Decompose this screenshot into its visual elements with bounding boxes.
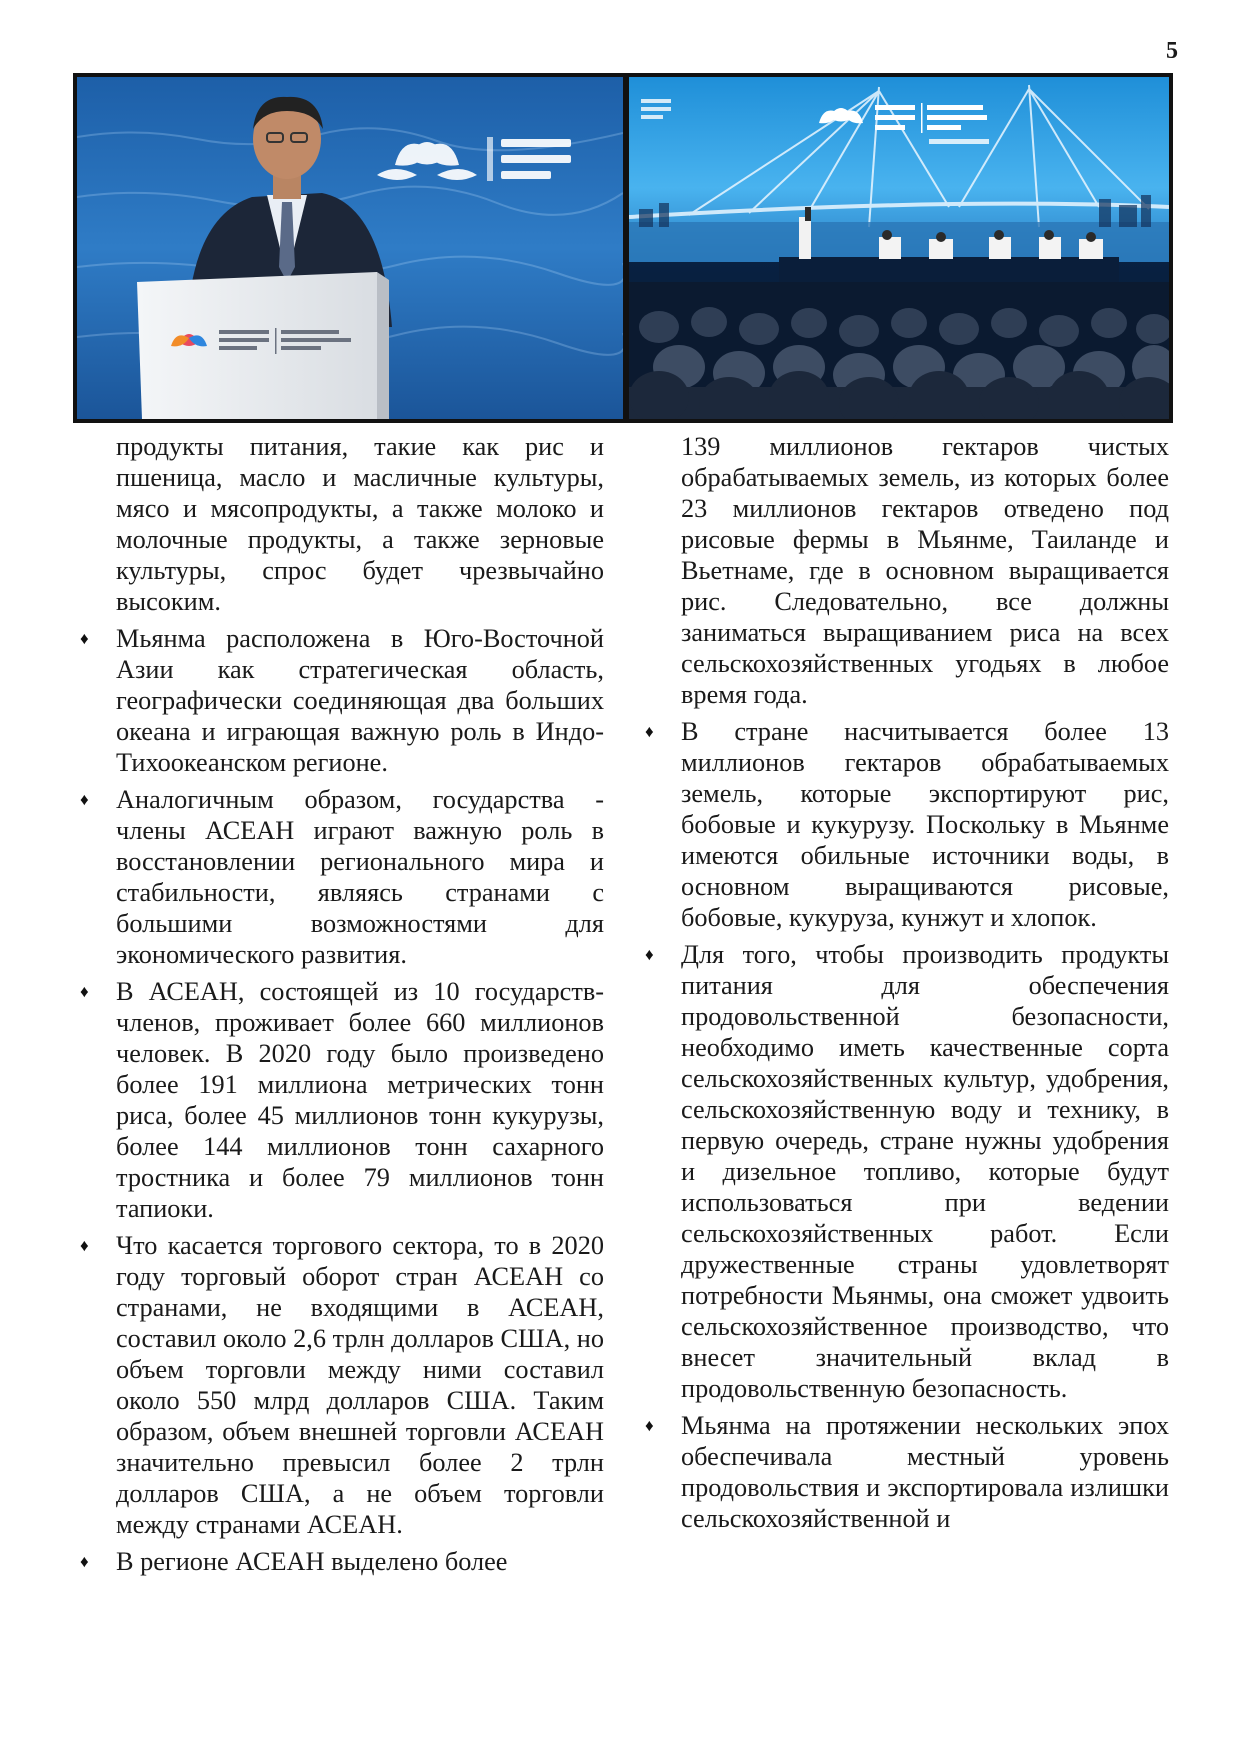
left-bullet-text: Что касается торгового сектора, то в 2020 году торговый оборот стран АСЕАН со странами, не входящими в АСЕАН, составил около 2,6 трлн долларов США, но объем торговли между ними составил около 550 млрд долларов США. Таким образом, объем внешней торговли АСЕАН значительно превысил более 2 трлн долларов США, а не объем торговли между странами АСЕАН. [116, 1231, 604, 1539]
diamond-bullet-icon: ♦ [645, 722, 654, 741]
diamond-bullet-icon: ♦ [80, 982, 89, 1001]
left-bullet-text: Мьянма расположена в Юго-Восточной Азии как стратегическая область, географически соединяющая два больших океана и играющая важную роль в Индо-Тихоокеанском регионе. [116, 624, 604, 777]
left-bullet-item [72, 784, 604, 970]
diamond-bullet-icon: ♦ [645, 945, 654, 964]
conference-hall-image [629, 77, 1169, 419]
left-continuation-paragraph: продукты питания, такие как рис и пшеница, масло и масличные культуры, мясо и мясопродукты, а также молоко и молочные продукты, а также зерновые культуры, спрос будет чрезвычайно высоким. [116, 432, 604, 616]
diamond-bullet-icon: ♦ [80, 629, 89, 648]
left-bullet-item [72, 976, 604, 1224]
diamond-bullet-icon: ♦ [80, 1552, 89, 1571]
conference-hall-photo [629, 77, 1169, 419]
left-bullet-text: В АСЕАН, состоящей из 10 государств-членов, проживает более 660 миллионов человек. В 2020 году было произведено более 191 миллиона метрических тонн риса, более 45 миллионов тонн кукурузы, более 144 миллионов тонн сахарного тростника и более 79 миллионов тонн тапиоки. [116, 977, 604, 1223]
left-bullet-item [72, 1546, 604, 1577]
right-bullet-item [637, 1410, 1169, 1534]
right-bullet-item [637, 716, 1169, 933]
speaker-photo-image [77, 77, 623, 419]
right-continuation-paragraph: 139 миллионов гектаров чистых обрабатываемых земель, из которых более 23 миллионов гектаров отведено под рисовые фермы в Мьянме, Таиланде и Вьетнаме, где в основном выращивается рис. Следовательно, все должны заниматься выращиванием риса на всех сельскохозяйственных угодьях в любое время года. [681, 432, 1169, 709]
left-bullet-text: Аналогичным образом, государства - члены АСЕАН играют важную роль в восстановлении регионального мира и стабильности, являясь странами с большими возможностями для экономического развития. [116, 785, 604, 969]
photo-strip [73, 73, 1173, 423]
audience [629, 282, 1169, 419]
diamond-bullet-icon: ♦ [80, 790, 89, 809]
left-text-column [72, 431, 604, 1583]
left-bullet-item [72, 1230, 604, 1540]
right-bullet-text: Для того, чтобы производить продукты питания для обеспечения продовольственной безопасности, необходимо иметь качественные сорта сельскохозяйственных культур, удобрения, сельскохозяйственную воду и технику, в первую очередь, стране нужны удобрения и дизельное топливо, которые будут использоваться при ведении сельскохозяйственных работ. Если дружественные страны удовлетворят потребности Мьянмы, она сможет удвоить сельскохозяйственное производство, что внесет значительный вклад в продовольственную безопасность. [681, 940, 1169, 1403]
left-bullet-item [72, 623, 604, 778]
speaker-photo [77, 77, 623, 419]
right-bullet-text: В стране насчитывается более 13 миллионов гектаров обрабатываемых земель, которые экспортируют рис, бобовые и кукурузу. Поскольку в Мьянме имеются обильные источники воды, в основном выращиваются рисовые, бобовые, кукуруза, кунжут и хлопок. [681, 717, 1169, 932]
right-bullet-text: Мьянма на протяжении нескольких эпох обеспечивала местный уровень продовольствия и экспортировала излишки сельскохозяйственной и [681, 1411, 1169, 1533]
right-bullet-item [637, 939, 1169, 1404]
diamond-bullet-icon: ♦ [80, 1236, 89, 1255]
page-number: 5 [1166, 38, 1178, 64]
right-text-column [637, 431, 1169, 1540]
diamond-bullet-icon: ♦ [645, 1416, 654, 1435]
left-bullet-text: В регионе АСЕАН выделено более [116, 1547, 508, 1576]
podium [137, 272, 389, 419]
